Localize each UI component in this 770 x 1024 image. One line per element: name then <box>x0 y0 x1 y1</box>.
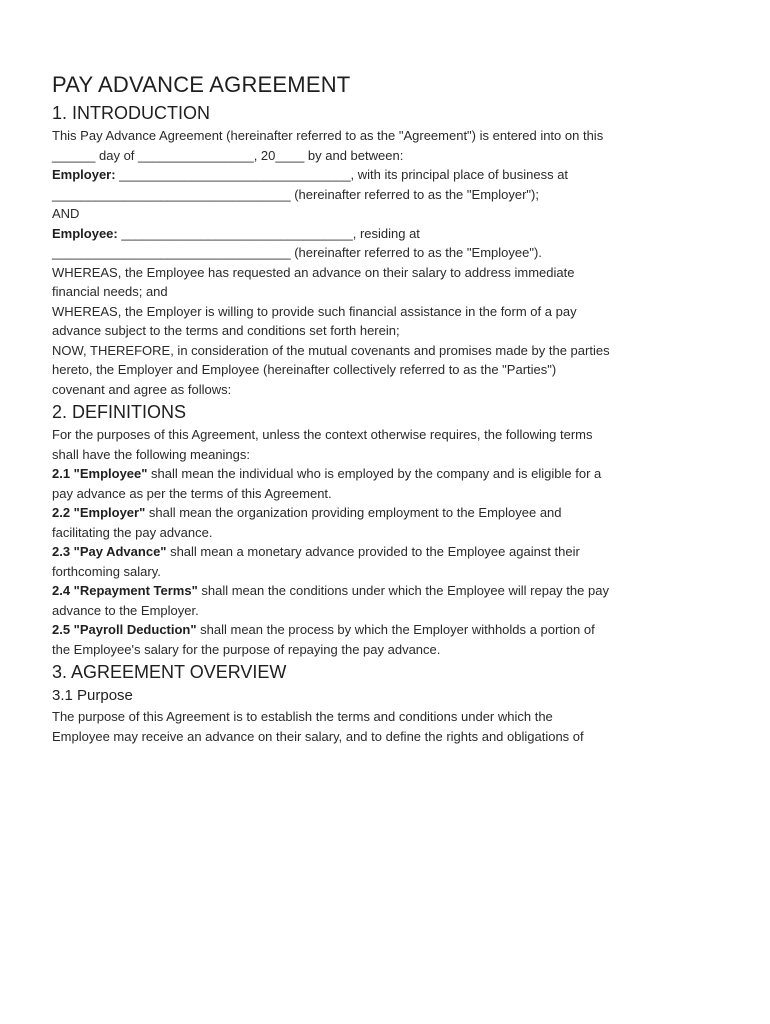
definition-line-2: advance to the Employer. <box>52 602 199 618</box>
purpose-paragraph <box>52 707 718 746</box>
definition-line-1: shall mean the conditions under which the Employee will repay the pay <box>197 583 609 598</box>
intro-paragraph <box>52 126 718 165</box>
whereas-paragraph-1 <box>52 263 718 302</box>
definition-repayment-terms <box>52 581 718 620</box>
definition-line-2: the Employee's salary for the purpose of repaying the pay advance. <box>52 641 441 657</box>
definition-employer <box>52 503 718 542</box>
definition-line-2: pay advance as per the terms of this Agreement. <box>52 485 332 501</box>
definition-employee <box>52 464 718 503</box>
purpose-line-1: The purpose of this Agreement is to establish the terms and conditions under which the <box>52 709 553 724</box>
definitions-intro-line-1: For the purposes of this Agreement, unless the context otherwise requires, the following terms <box>52 427 593 442</box>
now-line-3: covenant and agree as follows: <box>52 381 232 397</box>
and-paragraph: AND <box>52 206 80 221</box>
definition-line-2: forthcoming salary. <box>52 563 161 579</box>
section-heading-definitions: 2. DEFINITIONS <box>52 402 187 422</box>
employee-paragraph <box>52 224 718 263</box>
definition-line-1: shall mean the process by which the Employer withholds a portion of <box>196 622 595 637</box>
definition-line-1: shall mean a monetary advance provided to the Employee against their <box>166 544 580 559</box>
employer-label: Employer: <box>52 167 116 182</box>
definition-line-1: shall mean the individual who is employed by the company and is eligible for a <box>147 466 602 481</box>
document-title: PAY ADVANCE AGREEMENT <box>52 72 351 97</box>
employee-label: Employee: <box>52 225 118 241</box>
now-line-2: hereto, the Employer and Employee (hereinafter collectively referred to as the "Parties") <box>52 362 557 377</box>
definitions-intro-paragraph <box>52 425 718 464</box>
definition-term: 2.1 "Employee" <box>52 466 148 481</box>
definition-term: 2.5 "Payroll Deduction" <box>52 622 197 637</box>
definition-payroll-deduction <box>52 620 718 659</box>
intro-line-1: This Pay Advance Agreement (hereinafter referred to as the "Agreement") is entered into on this <box>52 128 604 143</box>
whereas-1-line-1: WHEREAS, the Employee has requested an advance on their salary to address immediate <box>52 264 575 280</box>
definition-pay-advance <box>52 542 718 581</box>
definition-term: 2.4 "Repayment Terms" <box>52 583 198 598</box>
whereas-2-line-1: WHEREAS, the Employer is willing to provide such financial assistance in the form of a pay <box>52 303 577 319</box>
whereas-1-line-2: financial needs; and <box>52 284 168 299</box>
definition-line-2: facilitating the pay advance. <box>52 524 213 540</box>
subsection-heading-purpose: 3.1 Purpose <box>52 687 133 704</box>
definition-term: 2.3 "Pay Advance" <box>52 544 167 559</box>
definition-term: 2.2 "Employer" <box>52 505 146 520</box>
employer-line-2: _________________________________ (hereinafter referred to as the "Employer"); <box>52 186 539 202</box>
definitions-intro-line-2: shall have the following meanings: <box>52 446 251 462</box>
section-heading-introduction: 1. INTRODUCTION <box>52 103 211 123</box>
employee-line-1: ________________________________, residing at <box>117 225 420 241</box>
now-therefore-paragraph <box>52 341 718 400</box>
intro-line-2: ______ day of ________________, 20____ by and between: <box>52 147 404 163</box>
purpose-line-2: Employee may receive an advance on their salary, and to define the rights and obligations of <box>52 728 584 744</box>
whereas-2-line-2: advance subject to the terms and conditions set forth herein; <box>52 323 400 338</box>
section-heading-agreement-overview: 3. AGREEMENT OVERVIEW <box>52 662 287 682</box>
employer-line-1: ________________________________, with its principal place of business at <box>115 167 569 182</box>
employee-line-2: _________________________________ (hereinafter referred to as the "Employee"). <box>52 245 542 260</box>
whereas-paragraph-2 <box>52 302 718 341</box>
employer-paragraph <box>52 165 718 204</box>
now-line-1: NOW, THEREFORE, in consideration of the mutual covenants and promises made by the parties <box>52 342 610 358</box>
definition-line-1: shall mean the organization providing employment to the Employee and <box>145 505 562 520</box>
